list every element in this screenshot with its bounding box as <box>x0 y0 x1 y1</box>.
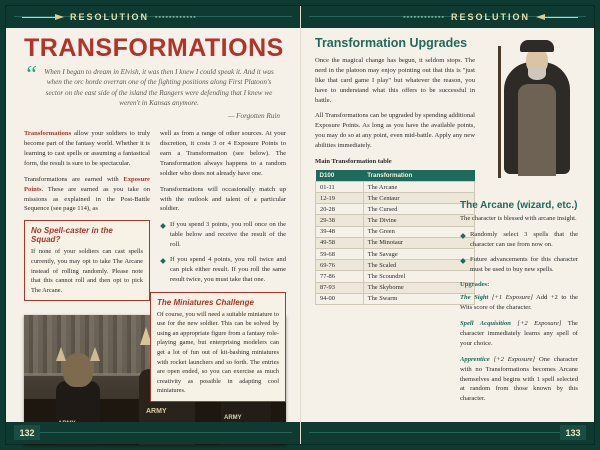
arcane-section <box>460 194 578 410</box>
paragraph: Transformations are earned with Exposure Points. These are earned as you take on missions as explained in the Post-Battle Sequence (see page 114), as <box>24 175 150 213</box>
paragraph: All Transformations can be upgraded by spending additional Exposure Points. As long as you have the available points, you may do so at any point, even mid-battle. Apply any new abilities immediately. <box>315 112 475 150</box>
right-bottom-band <box>301 422 594 444</box>
paragraph: Once the magical change has begun, it seldom stops. The nerd in the platoon may enjoy pointing out that this is "just like that card game I play" but whatever the reason, you have to understand what this offers to be successful in battle. <box>315 57 475 104</box>
page-title: TRANSFORMATIONS <box>24 34 284 62</box>
army-patch-right: ARMY <box>224 415 242 422</box>
ornament-icon <box>536 14 578 21</box>
col-header-transformation: Transformation <box>363 170 474 182</box>
transformation-table <box>315 170 475 305</box>
paragraph: Transformations will occasionally match up with the outlook and talent of a particular soldier. <box>160 185 286 213</box>
term-transformations: Transformations <box>24 130 72 138</box>
left-bottom-band <box>6 422 300 444</box>
table-row: 77-86 The Scoundrel <box>316 271 475 282</box>
page-pair <box>6 6 594 444</box>
left-column-1 <box>24 129 150 309</box>
arcane-bullets <box>460 230 578 275</box>
wizard-illustration <box>490 32 586 182</box>
callout-heading: The Miniatures Challenge <box>157 297 254 307</box>
callout-body: Of course, you will need a suitable miniature to use for the new soldier. This can be solved by using an appropriate figure from a fantasy role-playing game, but enterprising modelers can get a lot of fun out of kit-bashing miniatures with rocket launchers and so forth. The entries are open ended, so you can exercise as much creativity as possible in adapting cool miniatures. <box>157 310 279 395</box>
table-caption: Main Transformation table <box>315 158 392 166</box>
list-item: If you spend 3 points, you roll once on the table below and receive the result of the roll. <box>160 220 286 250</box>
table-row: 69-76 The Scaled <box>316 260 475 271</box>
table-row: 39-48 The Green <box>316 226 475 237</box>
list-item: Randomly select 3 spells that the character can use from now on. <box>460 230 578 250</box>
callout-miniatures-challenge <box>150 292 286 402</box>
left-column-2 <box>160 129 286 309</box>
section-title-upgrades: Transformation Upgrades <box>315 36 468 50</box>
list-item: Future advancements for this character must be used to buy new spells. <box>460 255 578 275</box>
dot-rule-icon: ▪▪▪▪▪▪▪▪▪▪▪▪ <box>155 13 197 21</box>
table-row: 29-38 The Divine <box>316 215 475 226</box>
paragraph: Transformations allow your soldiers to truly become part of the fantasy world. Whether it is learning to cast spells or assuming a fantastical form, the result is sure to be spectacular. <box>24 130 150 167</box>
table-row: 01-11 The Arcane <box>316 181 475 192</box>
paragraph: The character is blessed with arcane insight. <box>460 215 577 222</box>
list-item: If you spend 4 points, you roll twice and can pick either result. If you roll the same result twice, you must take that one. <box>160 255 286 285</box>
col-header-d100: D100 <box>316 170 364 182</box>
callout-heading: No Spell-caster in the Squad? <box>31 226 113 245</box>
left-page <box>6 6 300 444</box>
table-row: 12-19 The Centaur <box>316 193 475 204</box>
table-row: 87-93 The Skyborne <box>316 282 475 293</box>
page-number-right: 133 <box>560 425 586 440</box>
army-patch-center: ARMY <box>146 408 167 416</box>
staff-icon <box>498 46 501 178</box>
running-head-label: RESOLUTION <box>70 12 150 22</box>
upgrade-apprentice: Apprentice [+2 Exposure] One character with no Transformations becomes Arcane themselves and begins with 1 spell selected at random from those known by this character. <box>460 355 578 403</box>
epigraph <box>24 62 280 121</box>
table-row: 59-68 The Savage <box>316 249 475 260</box>
right-main-column <box>315 36 475 305</box>
term-exposure-points: Exposure Points <box>24 175 150 193</box>
table-row: 20-28 The Cursed <box>316 204 475 215</box>
running-head-label: RESOLUTION <box>450 12 530 22</box>
table-header-row <box>316 170 475 182</box>
left-running-head <box>22 6 197 28</box>
ornament-icon <box>22 14 64 21</box>
callout-body: If none of your soldiers can cast spells currently, you may opt to take The Arcane instead of rolling randomly. Please note that this cannot roll and then opt to pick The Arcane. <box>31 248 143 294</box>
epigraph-text: When I began to dream in Elvish, it was then I knew I could speak it. And it was when the orc horde overran one of the fighting positions along First Platoon's sector on the east side of the island the Rangers were defending that I knew we weren't in Kansas anymore. <box>44 68 274 108</box>
upgrades-heading: Upgrades: <box>460 281 490 289</box>
quote-mark-icon: “ <box>24 62 38 88</box>
epigraph-attribution: — Forgotten Ruin <box>227 111 280 120</box>
right-running-head <box>403 6 578 28</box>
arcane-heading: The Arcane (wizard, etc.) <box>460 200 578 211</box>
left-columns <box>24 129 286 309</box>
dot-rule-icon: ▪▪▪▪▪▪▪▪▪▪▪▪ <box>403 13 445 21</box>
table-row: 49-58 The Minotaur <box>316 237 475 248</box>
right-page <box>300 6 594 444</box>
paragraph: well as from a range of other sources. At your discretion, it costs 3 or 4 Exposure Points to earn a Transformation (see below). The Transformation always happens to a random soldier who does not already have one. <box>160 130 286 177</box>
upgrade-spell-acquisition: Spell Acquisition [+2 Exposure] The character immediately learns any spell of your choice. <box>460 320 578 347</box>
upgrade-the-sight: The Sight [+1 Exposure] Add +2 to the Wits score of the character. <box>460 294 578 312</box>
callout-no-spellcaster <box>24 220 150 301</box>
spend-points-list <box>160 220 286 284</box>
table-row: 94-00 The Swarm <box>316 293 475 304</box>
page-number-left: 132 <box>14 425 40 440</box>
